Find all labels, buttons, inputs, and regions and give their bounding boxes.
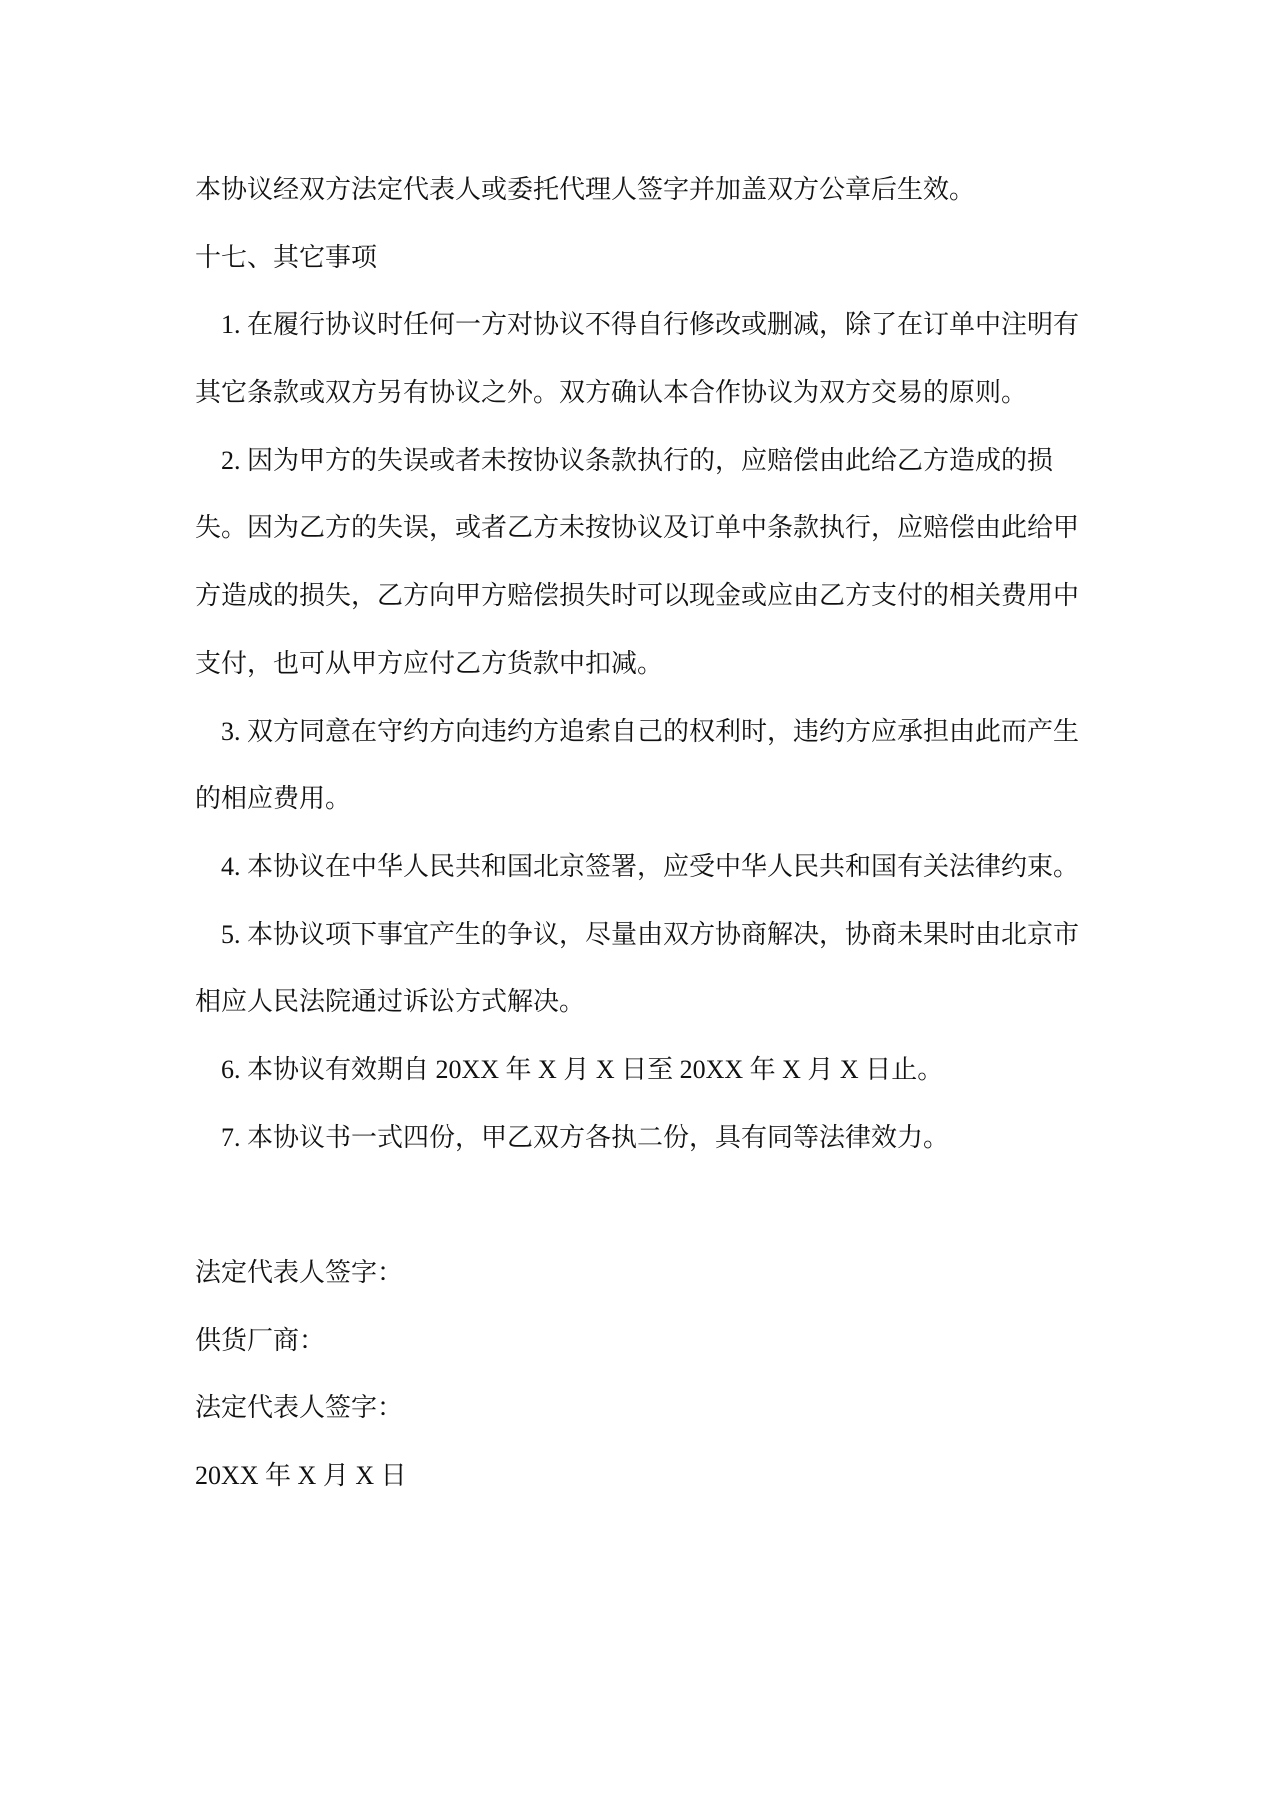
signature-rep-1: 法定代表人签字： <box>195 1258 404 1287</box>
clause-list <box>195 291 1095 1171</box>
spacer <box>195 1171 1095 1239</box>
clause-line: 5. 本协议项下事宜产生的争议，尽量由双方协商解决，协商未果时由北京市 <box>221 919 1080 949</box>
clause-item <box>195 1036 1095 1104</box>
clause-line: 支付，也可从甲方应付乙方货款中扣减。 <box>195 648 664 678</box>
clause-item <box>195 291 1095 426</box>
clause-item <box>195 833 1095 901</box>
clause-line: 2. 因为甲方的失误或者未按协议条款执行的，应赔偿由此给乙方造成的损 <box>221 445 1054 475</box>
clause-item <box>195 698 1095 833</box>
clause-line: 方造成的损失，乙方向甲方赔偿损失时可以现金或应由乙方支付的相关费用中 <box>195 581 1080 611</box>
section-title: 十七、其它事项 <box>195 242 378 272</box>
intro-paragraph: 本协议经双方法定代表人或委托代理人签字并加盖双方公章后生效。 <box>195 175 976 204</box>
signature-date: 20XX 年 X 月 X 日 <box>195 1461 407 1491</box>
document-page <box>195 156 1095 1510</box>
clause-item <box>195 901 1095 1036</box>
clause-line: 相应人民法院通过诉讼方式解决。 <box>195 987 586 1017</box>
clause-line: 7. 本协议书一式四份，甲乙双方各执二份，具有同等法律效力。 <box>221 1122 950 1152</box>
clause-line: 4. 本协议在中华人民共和国北京签署，应受中华人民共和国有关法律约束。 <box>221 851 1080 881</box>
clause-line: 的相应费用。 <box>195 784 352 814</box>
signature-rep-2: 法定代表人签字： <box>195 1393 404 1423</box>
clause-item <box>195 1104 1095 1172</box>
signature-supplier: 供货厂商： <box>195 1325 326 1355</box>
clause-item <box>195 427 1095 698</box>
clause-line: 1. 在履行协议时任何一方对协议不得自行修改或删减，除了在订单中注明有 <box>221 310 1080 340</box>
clause-line: 失。因为乙方的失误，或者乙方未按协议及订单中条款执行，应赔偿由此给甲 <box>195 513 1080 543</box>
clause-line: 6. 本协议有效期自 20XX 年 X 月 X 日至 20XX 年 X 月 X 日止。 <box>221 1054 944 1084</box>
clause-line: 3. 双方同意在守约方向违约方追索自己的权利时，违约方应承担由此而产生 <box>221 716 1080 746</box>
clause-line: 其它条款或双方另有协议之外。双方确认本合作协议为双方交易的原则。 <box>195 378 1028 408</box>
